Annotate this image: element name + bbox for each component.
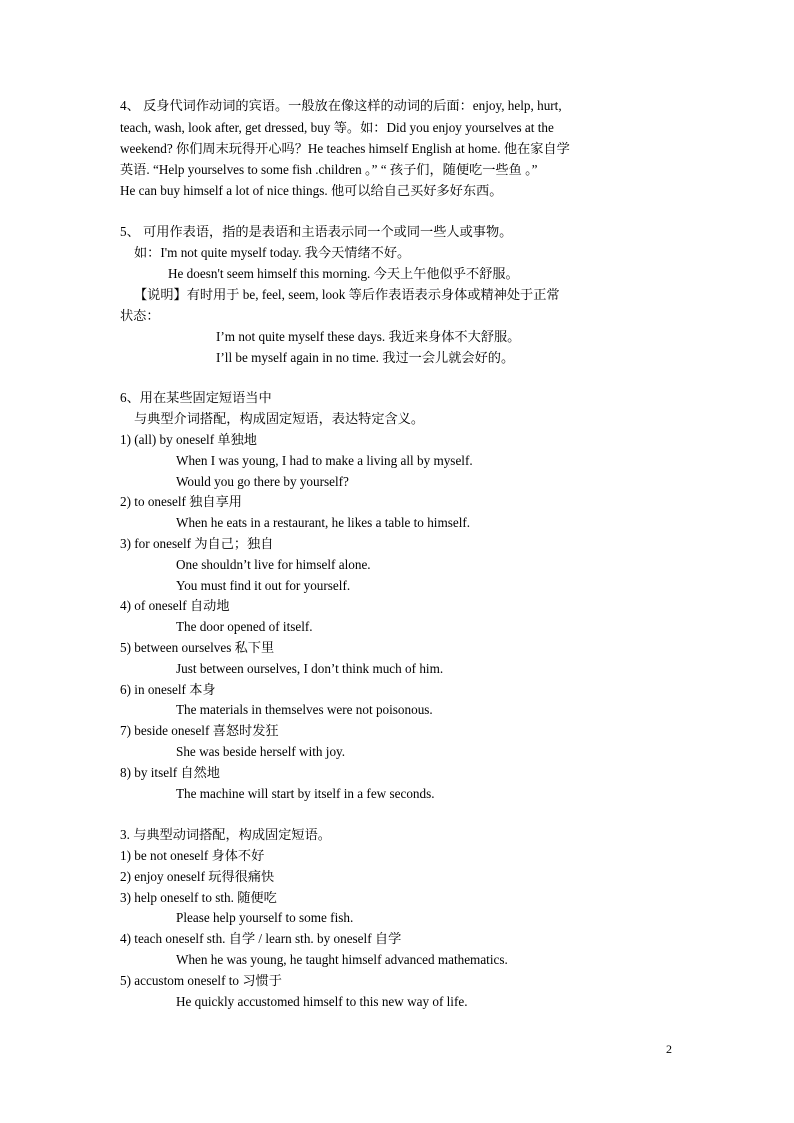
- page-number: 2: [666, 1042, 672, 1056]
- text-line: I’m not quite myself these days. 我近来身体不大舒服。: [216, 329, 521, 344]
- text-line: 4) teach oneself sth. 自学 / learn sth. by oneself 自学: [120, 931, 402, 946]
- text-line: The machine will start by itself in a few seconds.: [176, 786, 435, 801]
- text-line: He quickly accustomed himself to this new way of life.: [176, 994, 468, 1009]
- text-line: When he eats in a restaurant, he likes a table to himself.: [176, 515, 471, 530]
- text-line: I’ll be myself again in no time. 我过一会儿就会好的。: [216, 350, 515, 365]
- text-line: One shouldn’t live for himself alone.: [176, 557, 371, 572]
- text-line: 5) between ourselves 私下里: [120, 640, 275, 655]
- text-line: 状态：: [120, 308, 160, 323]
- text-line: 2) to oneself 独自享用: [120, 494, 242, 509]
- text-line: weekend? 你们周末玩得开心吗？He teaches himself English at home. 他在家自学: [120, 141, 570, 156]
- text-line: Would you go there by yourself?: [176, 474, 349, 489]
- text-line: 2) enjoy oneself 玩得很痛快: [120, 869, 275, 884]
- text-line: The materials in themselves were not poisonous.: [176, 702, 433, 717]
- text-line: Just between ourselves, I don’t think much of him.: [176, 661, 444, 676]
- text-line: 5) accustom oneself to 习惯于: [120, 973, 282, 988]
- text-line: teach, wash, look after, get dressed, buy 等。如：Did you enjoy yourselves at the: [120, 120, 554, 135]
- text-line: 6) in oneself 本身: [120, 682, 216, 697]
- text-line: He can buy himself a lot of nice things. 他可以给自己买好多好东西。: [120, 183, 503, 198]
- text-line: You must find it out for yourself.: [176, 578, 351, 593]
- text-line: 3. 与典型动词搭配，构成固定短语。: [120, 827, 331, 842]
- text-line: She was beside herself with joy.: [176, 744, 346, 759]
- text-line: 5、 可用作表语，指的是表语和主语表示同一个或同一些人或事物。: [120, 224, 513, 239]
- text-line: 3) help oneself to sth. 随便吃: [120, 890, 277, 905]
- text-line: 4) of oneself 自动地: [120, 598, 230, 613]
- text-line: 英语. “Help yourselves to some fish .children 。” “ 孩子们，随便吃一些鱼 。”: [120, 162, 538, 177]
- text-line: The door opened of itself.: [176, 619, 313, 634]
- text-line: 如：I'm not quite myself today. 我今天情绪不好。: [134, 245, 411, 260]
- text-line: 8) by itself 自然地: [120, 765, 220, 780]
- text-line: 【说明】有时用于 be, feel, seem, look 等后作表语表示身体或精神处于正常: [134, 287, 560, 302]
- text-line: When I was young, I had to make a living all by myself.: [176, 453, 473, 468]
- text-line: 1) (all) by oneself 单独地: [120, 432, 257, 447]
- text-line: 4、 反身代词作动词的宾语。一般放在像这样的动词的后面：enjoy, help, hurt,: [120, 98, 562, 113]
- text-line: Please help yourself to some fish.: [176, 910, 354, 925]
- text-line: 1) be not oneself 身体不好: [120, 848, 265, 863]
- text-line: 与典型介词搭配，构成固定短语，表达特定含义。: [134, 411, 425, 426]
- text-line: 3) for oneself 为自己；独自: [120, 536, 274, 551]
- text-line: 7) beside oneself 喜怒时发狂: [120, 723, 279, 738]
- text-line: 6、用在某些固定短语当中: [120, 390, 272, 405]
- text-line: He doesn't seem himself this morning. 今天上午他似乎不舒服。: [168, 266, 519, 281]
- text-line: When he was young, he taught himself advanced mathematics.: [176, 952, 508, 967]
